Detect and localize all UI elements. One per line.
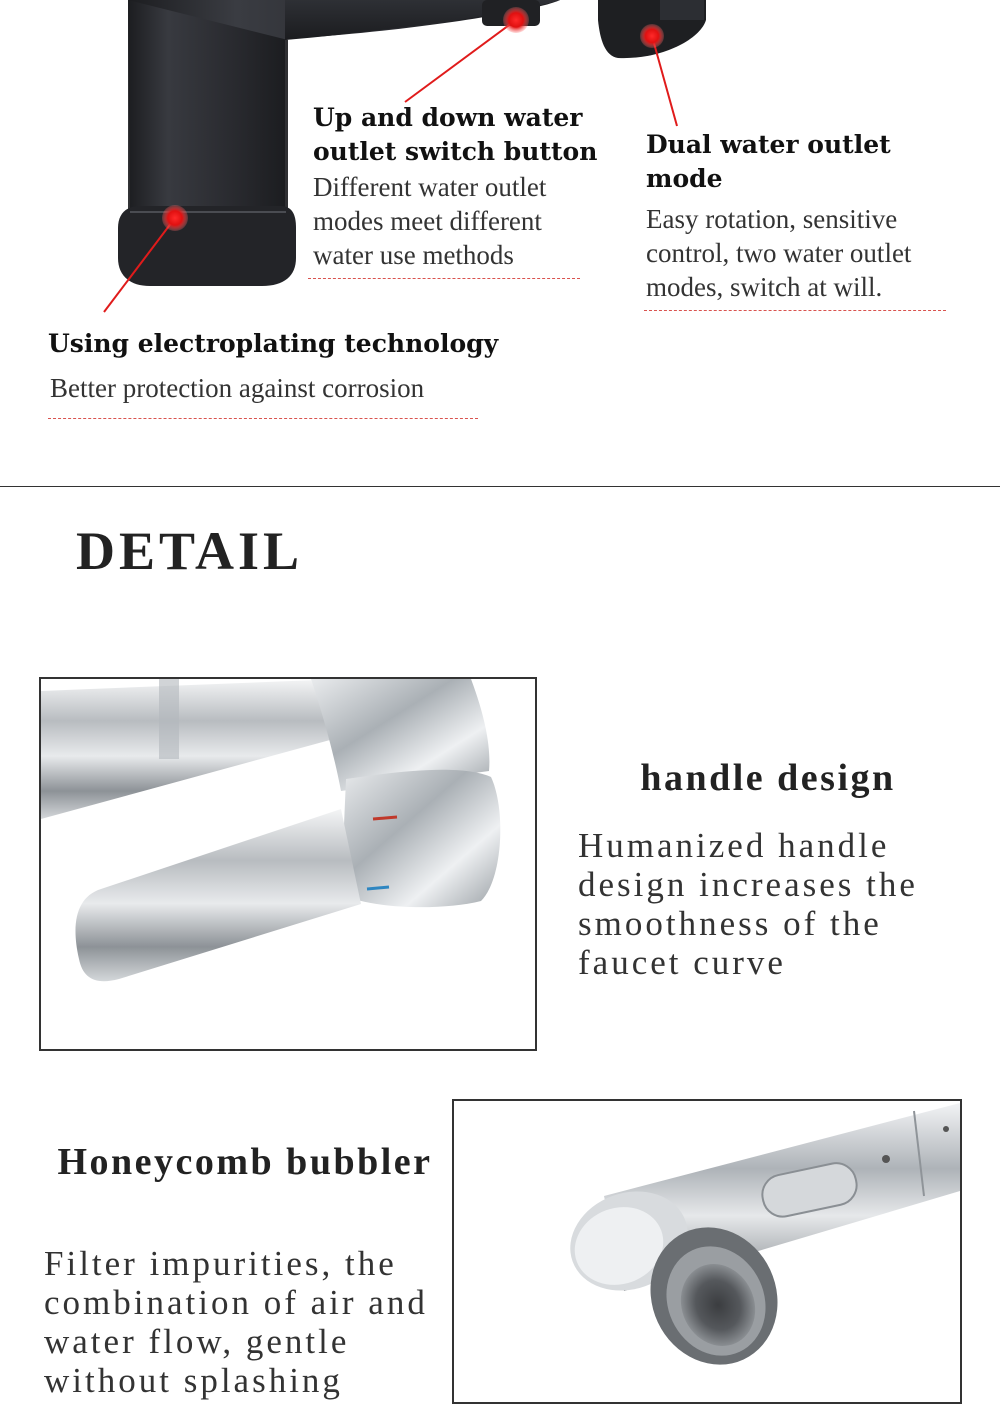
switch-button-callout-title: Up and down water outlet switch button: [313, 103, 598, 166]
detail-heading: DETAIL: [76, 521, 304, 581]
electroplating-callout-divider: [48, 418, 478, 419]
electroplating-callout-title: Using electroplating technology: [48, 329, 499, 358]
handle-photo: [39, 677, 537, 1051]
bubbler-photo: [452, 1099, 962, 1404]
electroplating-callout-text: Better protection against corrosion: [50, 373, 425, 403]
chrome-bubbler-image: [454, 1101, 960, 1402]
bubbler-text: Filter impurities, the combination of air and water flow, gentle without splashing: [44, 1244, 428, 1400]
dual-outlet-callout-text: Easy rotation, sensitive control, two water outlet modes, switch at will.: [646, 204, 912, 302]
dual-outlet-callout-divider: [644, 310, 946, 311]
section-divider: [0, 486, 1000, 487]
hero-section: [0, 0, 1000, 486]
handle-design-text: Humanized handle design increases the smoothness of the faucet curve: [578, 826, 918, 982]
chrome-handle-image: [41, 679, 535, 1049]
switch-button-callout-divider: [308, 278, 580, 279]
bubbler-title: Honeycomb bubbler: [57, 1141, 433, 1183]
handle-design-title: handle design: [640, 757, 896, 799]
dual-outlet-callout-title: Dual water outlet mode: [646, 130, 891, 193]
switch-button-callout-text: Different water outlet modes meet different water use methods: [313, 172, 547, 270]
